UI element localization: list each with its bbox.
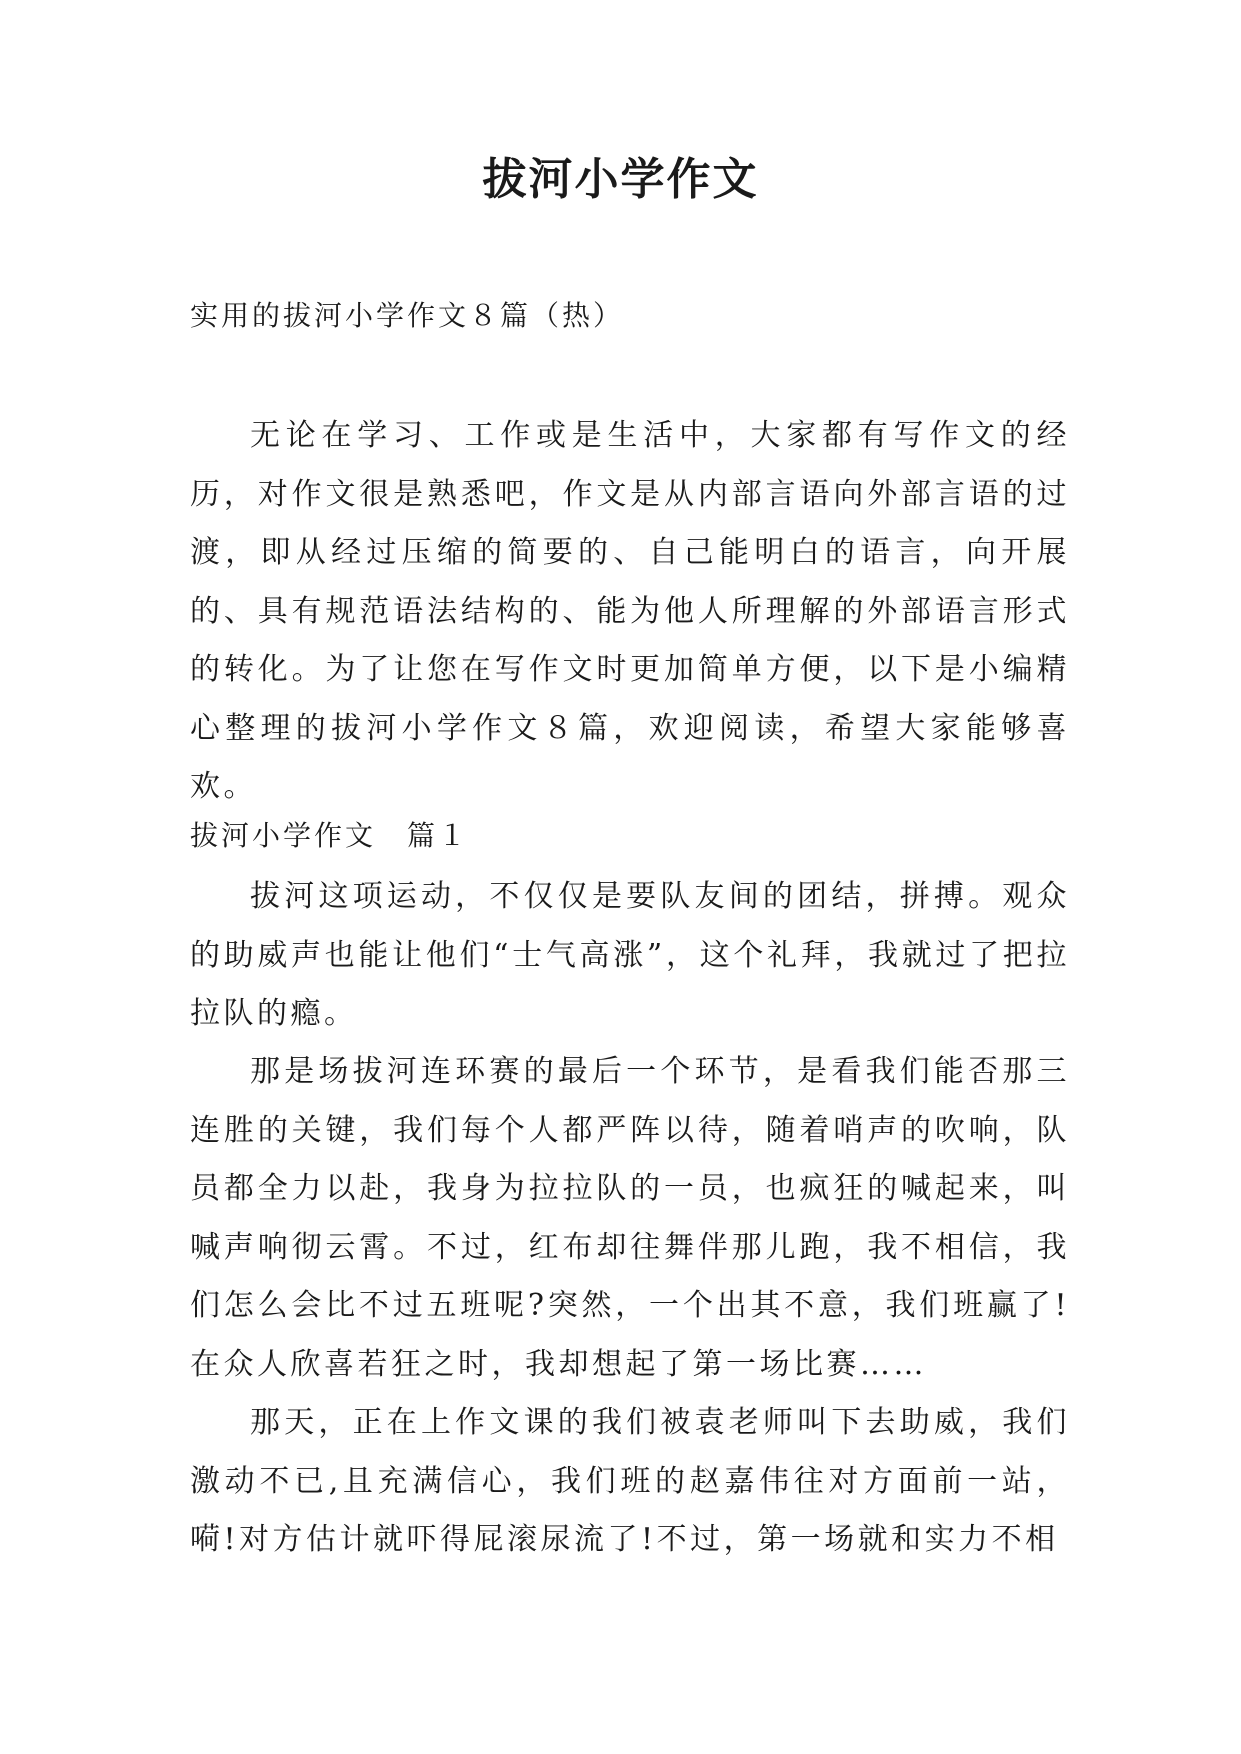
body-paragraph-3: 那天，正在上作文课的我们被袁老师叫下去助威，我们激动不已,且充满信心，我们班的赵嘉伟往对方面前一站，嗬!对方估计就吓得屁滚尿流了!不过，第一场就和实力不相 <box>190 1405 1070 1557</box>
document-subtitle: 实用的拔河小学作文８篇（热） <box>190 299 625 332</box>
document-title: 拔河小学作文 <box>482 154 759 205</box>
body-paragraph-1: 拔河这项运动，不仅仅是要队友间的团结，拼搏。观众的助威声也能让他们“士气高涨”，这个礼拜，我就过了把拉拉队的瘾。 <box>190 879 1070 1031</box>
body-paragraph-2: 那是场拔河连环赛的最后一个环节，是看我们能否那三连胜的关键，我们每个人都严阵以待，随着哨声的吹响，队员都全力以赴，我身为拉拉队的一员，也疯狂的喊起来，叫喊声响彻云霄。不过，红布却往舞伴那儿跑，我不相信，我们怎么会比不过五班呢?突然，一个出其不意，我们班赢了!在众人欣喜若狂之时，我却想起了第一场比赛…… <box>190 1054 1070 1382</box>
section-heading: 拔河小学作文 篇１ <box>190 819 470 852</box>
intro-paragraph: 无论在学习、工作或是生活中，大家都有写作文的经历，对作文很是熟悉吧，作文是从内部言语向外部言语的过渡，即从经过压缩的简要的、自己能明白的语言，向开展的、具有规范语法结构的、能为他人所理解的外部语言形式的转化。为了让您在写作文时更加简单方便，以下是小编精心整理的拔河小学作文８篇，欢迎阅读，希望大家能够喜欢。 <box>190 418 1070 804</box>
